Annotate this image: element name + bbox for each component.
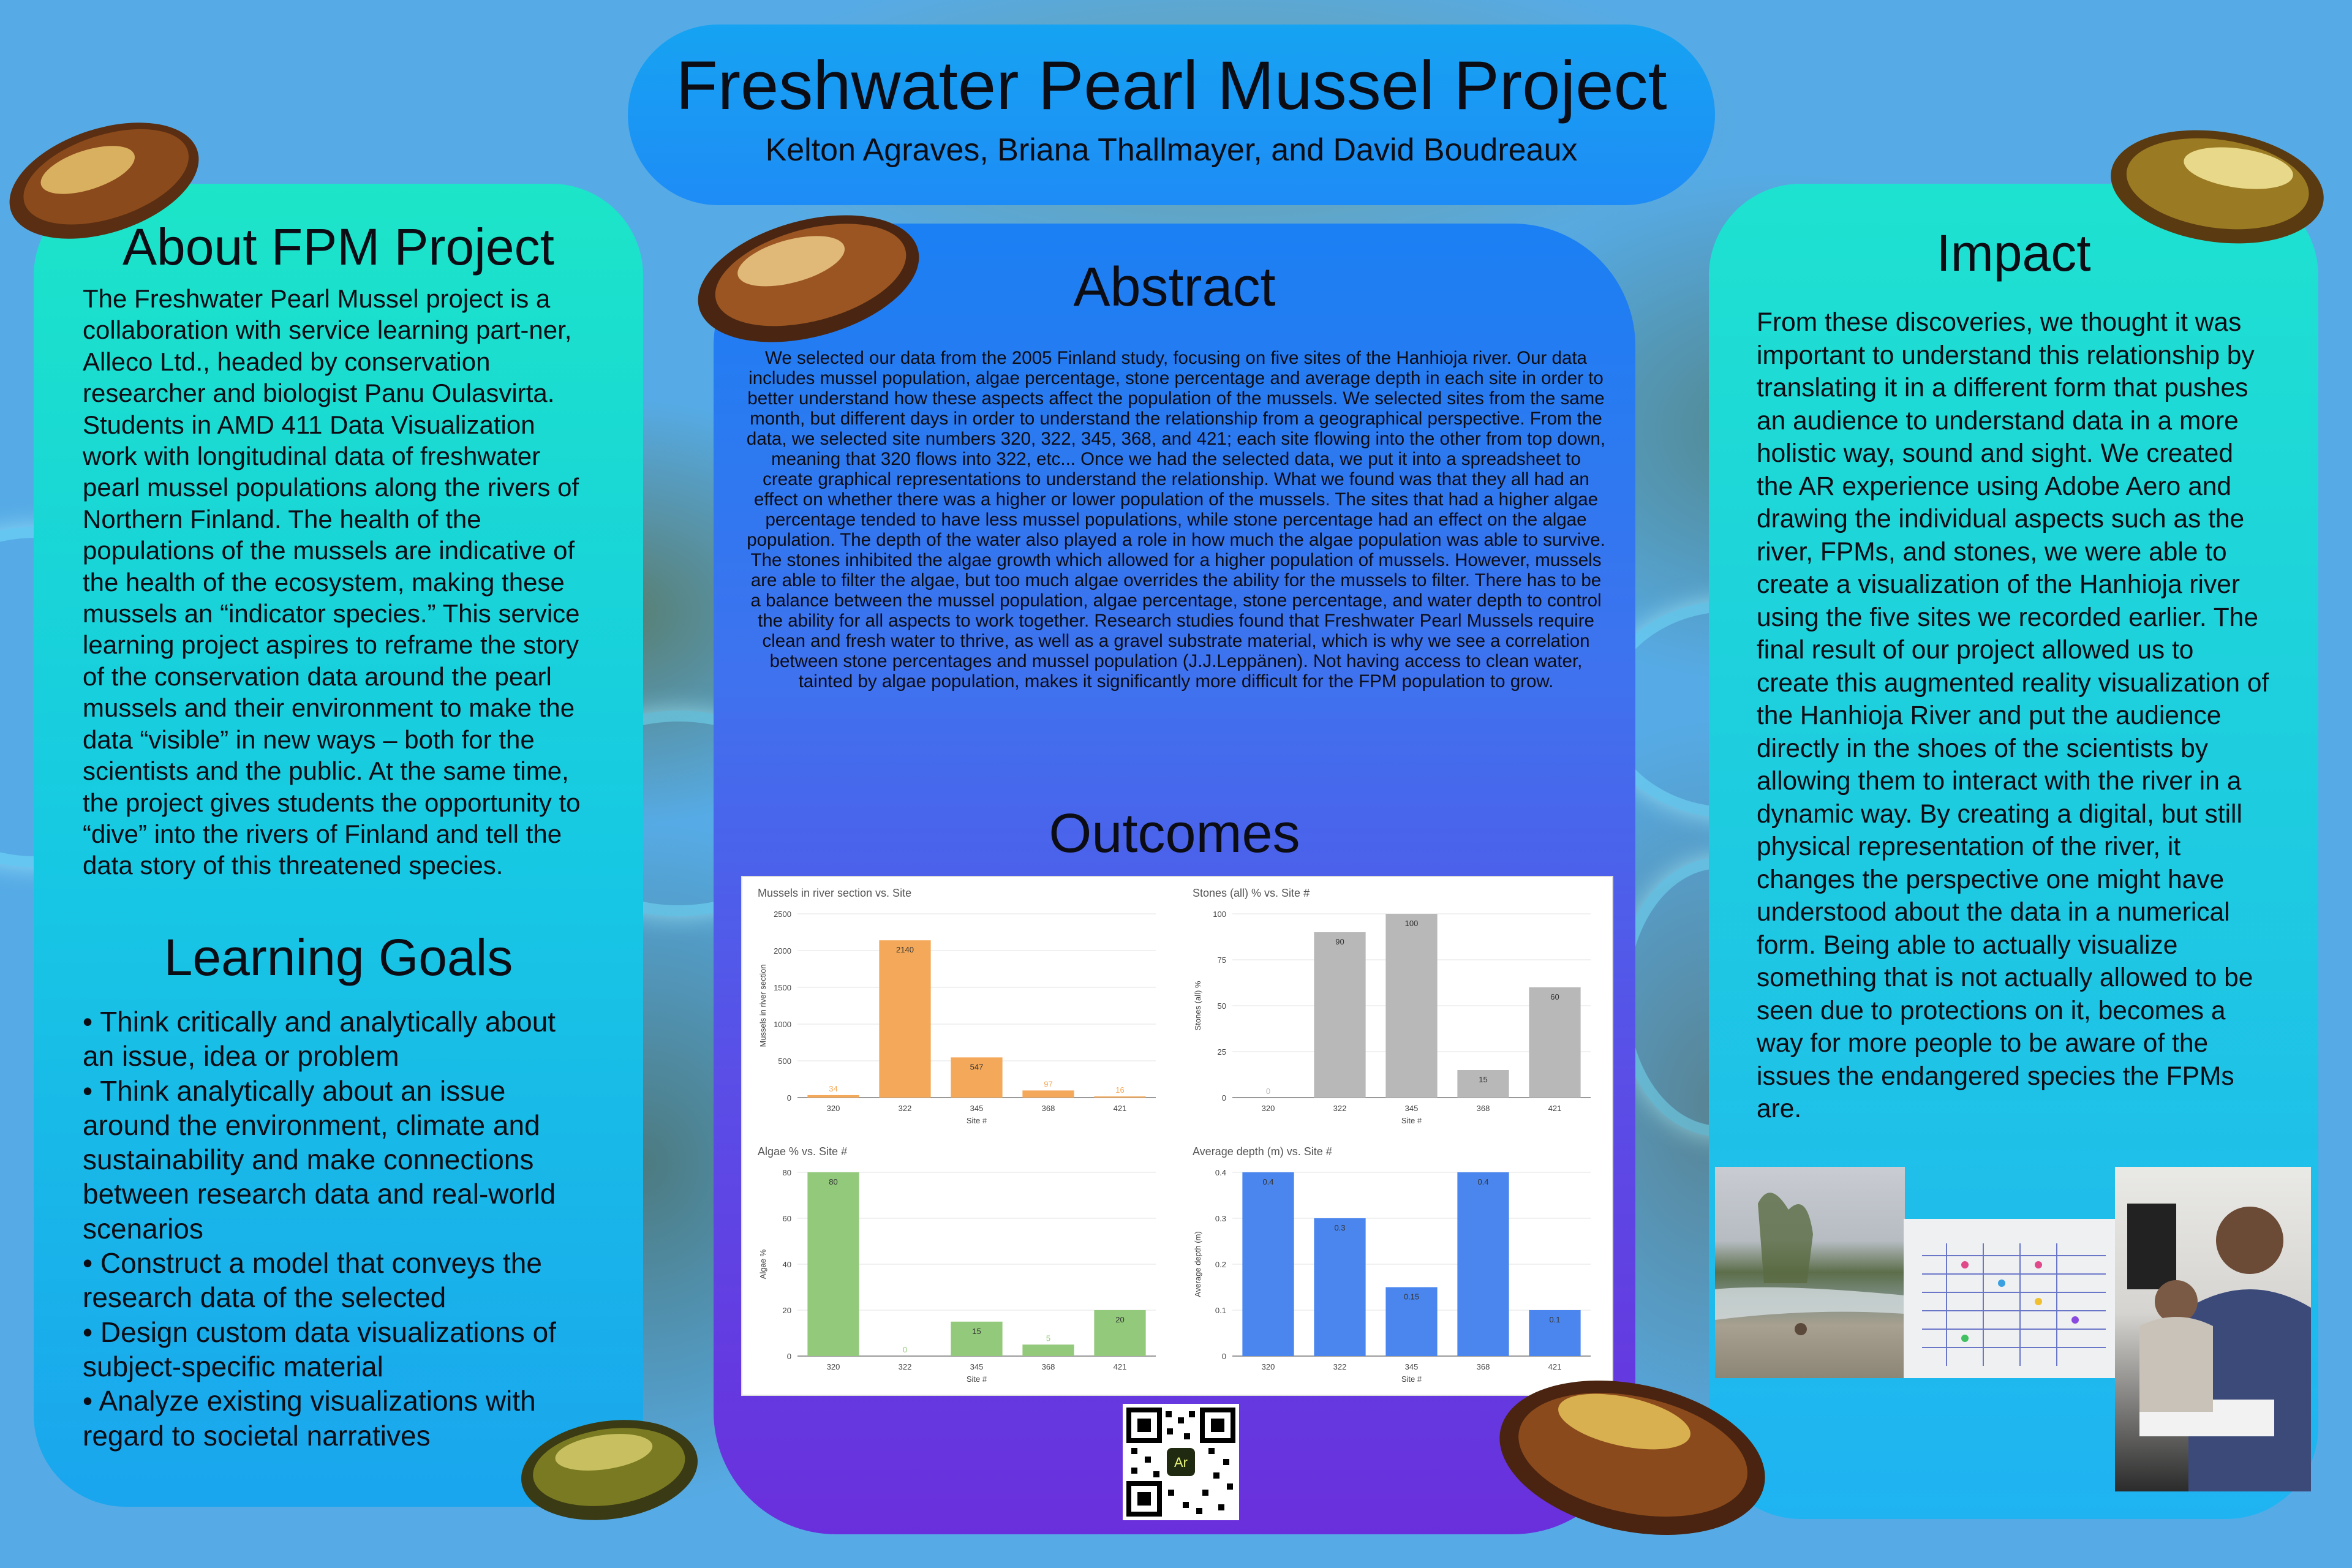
- y-tick-label: 2500: [774, 910, 791, 919]
- bar: [1314, 932, 1365, 1098]
- y-tick-label: 0: [786, 1093, 791, 1102]
- x-tick-label: 320: [1261, 1104, 1275, 1113]
- qr-code-graphic: [1123, 1404, 1239, 1520]
- data-label: 0.4: [1477, 1177, 1489, 1186]
- x-tick-label: 368: [1476, 1104, 1490, 1113]
- chart-title: Average depth (m) vs. Site #: [1193, 1145, 1332, 1158]
- about-text: The Freshwater Pearl Mussel project is a collaboration with service learning part-ner, Alleco Ltd., headed by conservation researcher and biologist Panu Oulasvirta. Students in AMD 411 Data Visualization work with longitudinal data of freshwater pearl mussel populations along the rivers of Northern Finland. The health of the populations of the mussels are indicative of the health of the ecosystem, making these mussels an “indicator species.” This service learning project aspires to reframe the story of the conservation data around the pearl mussels and their environment to make the data “visible” in new ways – both for the scientists and the public. At the same time, the project gives students the opportunity to “dive” into the rivers of Finland and tell the data story of this threatened species.: [83, 284, 581, 880]
- x-tick-label: 320: [1261, 1362, 1275, 1371]
- bar: [1457, 1172, 1509, 1356]
- y-tick-label: 0: [1221, 1093, 1226, 1102]
- chart-title: Stones (all) % vs. Site #: [1193, 887, 1310, 899]
- qr-code[interactable]: [1123, 1404, 1239, 1520]
- learning-goals-list: [83, 1005, 594, 1453]
- y-tick-label: 25: [1217, 1047, 1226, 1057]
- x-tick-label: 322: [1333, 1104, 1347, 1113]
- chart-2: [1193, 887, 1591, 1125]
- y-tick-label: 0: [786, 1352, 791, 1361]
- data-label: 2140: [896, 945, 914, 955]
- chart-3: [758, 1145, 1156, 1384]
- y-tick-label: 100: [1213, 910, 1226, 919]
- y-tick-label: 0: [1221, 1352, 1226, 1361]
- data-label: 15: [972, 1326, 981, 1336]
- charts-panel: [741, 876, 1613, 1396]
- bar: [1242, 1172, 1294, 1356]
- y-axis-label: Stones (all) %: [1193, 981, 1202, 1031]
- data-label: 547: [970, 1062, 984, 1072]
- y-tick-label: 0.1: [1215, 1306, 1226, 1315]
- mussel-illustration: [0, 116, 208, 245]
- y-tick-label: 80: [782, 1168, 791, 1177]
- data-label: 97: [1044, 1079, 1053, 1089]
- x-tick-label: 421: [1113, 1104, 1127, 1113]
- x-tick-label: 320: [826, 1104, 840, 1113]
- y-tick-label: 1500: [774, 983, 791, 992]
- mussel-illustration: [686, 208, 931, 349]
- x-axis-label: Site #: [1401, 1374, 1422, 1384]
- y-tick-label: 60: [782, 1214, 791, 1223]
- chart-title: Algae % vs. Site #: [758, 1145, 848, 1158]
- list-item: • Think critically and analytically about an issue, idea or problem: [83, 1005, 594, 1074]
- learning-goals-heading: Learning Goals: [164, 929, 513, 986]
- y-tick-label: 20: [782, 1306, 791, 1315]
- data-label: 90: [1335, 937, 1344, 946]
- data-label: 0.4: [1262, 1177, 1274, 1186]
- x-tick-label: 322: [898, 1104, 912, 1113]
- x-tick-label: 322: [1333, 1362, 1347, 1371]
- about-heading: About FPM Project: [123, 218, 554, 276]
- y-tick-label: 40: [782, 1260, 791, 1269]
- team-photo: [2115, 1167, 2311, 1491]
- list-item: • Think analytically about an issue around the environment, climate and sustainability and make connections between research data and real-world scenarios: [83, 1074, 594, 1246]
- y-tick-label: 2000: [774, 946, 791, 956]
- mussel-illustration: [1488, 1366, 1776, 1550]
- x-tick-label: 322: [898, 1362, 912, 1371]
- x-tick-label: 345: [970, 1104, 984, 1113]
- x-tick-label: 345: [1404, 1104, 1419, 1113]
- mussel-illustration: [2101, 116, 2334, 257]
- data-label: 16: [1115, 1085, 1125, 1095]
- data-label: 80: [829, 1177, 838, 1186]
- impact-text: From these discoveries, we thought it was important to understand this relationship by translating it in a different form that pushes an audience to understand data in a more holistic way, sound and sight. We created the AR experience using Adobe Aero and drawing the individual aspects such as the river, FPMs, and stones, we were able to create a visualization of the Hanhioja river using the five sites we recorded earlier. The final result of our project allowed us to create this augmented reality visualization of the Hanhioja River and put the audience directly in the shoes of the scientists by allowing them to interact with the river in a dynamic way. By creating a digital, but still physical representation of the river, it changes the perspective one might have understood about the data in a numerical form. Being able to actually visualize something that is not actually allowed to be seen due to protections on it, becomes a way for more people to be aware of the issues the endangered species the FPMs are.: [1757, 308, 2269, 1123]
- x-tick-label: 368: [1476, 1362, 1490, 1371]
- data-label: 15: [1479, 1075, 1488, 1084]
- whiteboard-photo: [1904, 1219, 2115, 1378]
- chart-title: Mussels in river section vs. Site: [758, 887, 912, 899]
- mussel-illustration: [514, 1409, 704, 1531]
- x-axis-label: Site #: [966, 1374, 987, 1384]
- data-label: 5: [1046, 1333, 1051, 1343]
- x-tick-label: 345: [1404, 1362, 1419, 1371]
- chart-4: [1193, 1145, 1591, 1384]
- x-tick-label: 421: [1113, 1362, 1127, 1371]
- y-axis-label: Algae %: [758, 1249, 767, 1280]
- data-label: 0.15: [1403, 1292, 1420, 1302]
- x-axis-label: Site #: [966, 1116, 987, 1125]
- x-tick-label: 345: [970, 1362, 984, 1371]
- data-label: 34: [829, 1084, 838, 1093]
- bar: [1022, 1344, 1074, 1356]
- list-item: • Analyze existing visualizations with regard to societal narratives: [83, 1384, 594, 1453]
- x-tick-label: 421: [1548, 1104, 1562, 1113]
- data-label: 20: [1115, 1315, 1125, 1324]
- authors: Kelton Agraves, Briana Thallmayer, and David Boudreaux: [765, 132, 1578, 168]
- data-label: 0: [902, 1345, 908, 1354]
- x-axis-label: Site #: [1401, 1116, 1422, 1125]
- bar: [879, 940, 930, 1098]
- abstract-text: We selected our data from the 2005 Finland study, focusing on five sites of the Hanhioja river. Our data includes mussel population, algae percentage, stone percentage and average depth in each site in order to better understand how these aspects affect the population of the mussels. We selected sites from the same month, but different days in order to understand the relationship from a geographical perspective. From the data, we selected site numbers 320, 322, 345, 368, and 421; each site flowing into the other from top down, meaning that 320 flows into 322, etc... Once we had the selected data, we put it into a spreadsheet to create graphical representations to understand the relationship. What we found was that they all had an effect on whether there was a higher or lower population of the mussels. The sites that had a higher algae percentage tended to have less mussel populations, while stone percentage had an effect on the algae population. The depth of the water also played a role in how much the algae population was able to survive. The stones inhibited the algae growth which allowed for a higher population of mussels. However, mussels are able to filter the algae, but too much algae overrides the ability for the mussels to filter. There has to be a balance between the mussel population, algae percentage, stone percentage, and water depth to control the ability for all aspects to work together. Research studies found that Freshwater Pearl Mussels require clean and fresh water to thrive, as well as a gravel substrate material, which is why we see a correlation between stone percentages and mussel population (J.J.Leppänen). Not having access to clean water, tainted by algae population, makes it significantly more difficult for the FPM population to grow.: [746, 348, 1606, 692]
- list-item: • Design custom data visualizations of subject-specific material: [83, 1315, 594, 1384]
- y-tick-label: 500: [778, 1057, 791, 1066]
- river-photo: [1715, 1167, 1905, 1378]
- qr-logo-label: Ar: [1174, 1455, 1188, 1470]
- data-label: 0.3: [1334, 1223, 1346, 1232]
- x-tick-label: 368: [1041, 1362, 1055, 1371]
- bar: [1022, 1090, 1074, 1098]
- charts-svg: [742, 877, 1612, 1395]
- y-tick-label: 0.2: [1215, 1260, 1226, 1269]
- y-tick-label: 0.3: [1215, 1214, 1226, 1223]
- bar: [1529, 987, 1580, 1098]
- x-tick-label: 368: [1041, 1104, 1055, 1113]
- data-label: 0: [1265, 1087, 1271, 1096]
- bar: [807, 1172, 859, 1356]
- y-tick-label: 75: [1217, 956, 1226, 965]
- bar: [1314, 1218, 1365, 1356]
- bar: [807, 1095, 859, 1098]
- data-label: 60: [1550, 992, 1559, 1001]
- y-tick-label: 1000: [774, 1020, 791, 1029]
- chart-1: [758, 887, 1156, 1125]
- y-axis-label: Mussels in river section: [758, 964, 767, 1047]
- y-tick-label: 50: [1217, 1001, 1226, 1011]
- x-tick-label: 320: [826, 1362, 840, 1371]
- page-title: Freshwater Pearl Mussel Project: [676, 47, 1667, 124]
- data-label: 0.1: [1549, 1315, 1561, 1324]
- list-item: • Construct a model that conveys the research data of the selected: [83, 1246, 594, 1315]
- abstract-heading: Abstract: [1073, 257, 1276, 318]
- y-tick-label: 0.4: [1215, 1168, 1226, 1177]
- bar: [1385, 914, 1437, 1098]
- outcomes-heading: Outcomes: [1049, 803, 1300, 864]
- x-tick-label: 421: [1548, 1362, 1562, 1371]
- impact-heading: Impact: [1936, 224, 2091, 282]
- y-axis-label: Average depth (m): [1193, 1231, 1202, 1297]
- data-label: 100: [1404, 919, 1419, 928]
- bar: [1094, 1096, 1145, 1098]
